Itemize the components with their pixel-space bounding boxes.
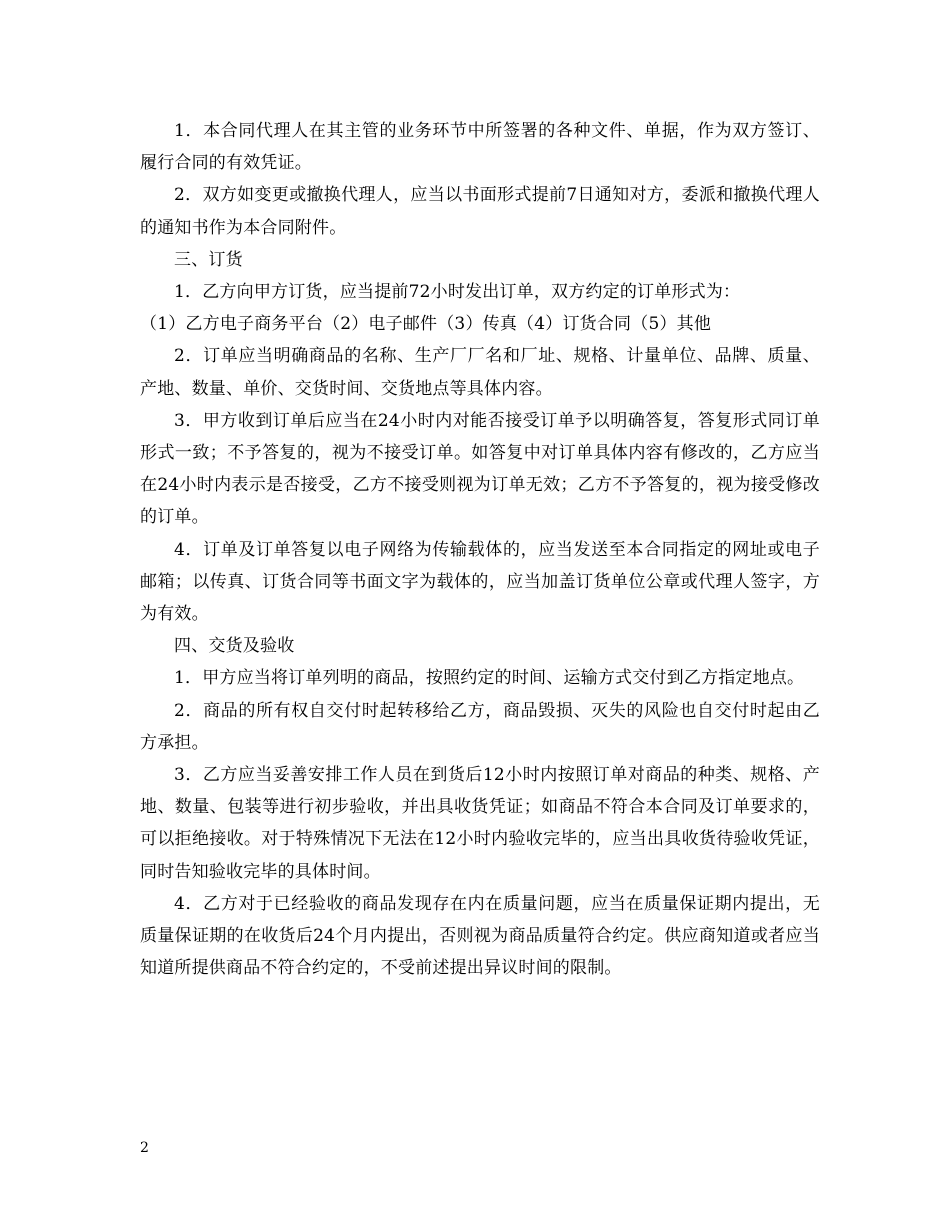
clause-paragraph: 2．商品的所有权自交付时起转移给乙方，商品毁损、灭失的风险也自交付时起由乙方承担。 xyxy=(140,700,820,753)
clause-paragraph: 1．本合同代理人在其主管的业务环节中所签署的各种文件、单据，作为双方签订、履行合同的有效凭证。 xyxy=(140,121,820,174)
section-heading-delivery: 四、交货及验收 xyxy=(174,636,295,657)
clause-paragraph: 3．甲方收到订单后应当在24小时内对能否接受订单予以明确答复，答复形式同订单形式一致；不予答复的，视为不接受订单。如答复中对订单具体内容有修改的，乙方应当在24小时内表示是否接受，乙方不接受则视为订单无效；乙方不予答复的，视为接受修改的订单。 xyxy=(140,410,820,528)
document-body xyxy=(140,115,820,984)
order-form-options: （1）乙方电子商务平台（2）电子邮件（3）传真（4）订货合同（5）其他 xyxy=(140,314,712,335)
clause-paragraph: 3．乙方应当妥善安排工作人员在到货后12小时内按照订单对商品的种类、规格、产地、数量、包装等进行初步验收，并出具收货凭证；如商品不符合本合同及订单要求的，可以拒绝接收。对于特殊情况下无法在12小时内验收完毕的，应当出具收货待验收凭证，同时告知验收完毕的具体时间。 xyxy=(140,765,820,882)
page-number: 2 xyxy=(140,1140,149,1156)
clause-paragraph: 2．订单应当明确商品的名称、生产厂厂名和厂址、规格、计量单位、品牌、质量、产地、数量、单价、交货时间、交货地点等具体内容。 xyxy=(140,346,820,399)
clause-paragraph: 2．双方如变更或撤换代理人，应当以书面形式提前7日通知对方，委派和撤换代理人的通知书作为本合同附件。 xyxy=(140,185,820,238)
clause-paragraph: 1．乙方向甲方订货，应当提前72小时发出订单，双方约定的订单形式为： xyxy=(174,282,741,303)
clause-paragraph: 1．甲方应当将订单列明的商品，按照约定的时间、运输方式交付到乙方指定地点。 xyxy=(174,668,805,689)
clause-paragraph: 4．订单及订单答复以电子网络为传输载体的，应当发送至本合同指定的网址或电子邮箱；以传真、订货合同等书面文字为载体的，应当加盖订货单位公章或代理人签字，方为有效。 xyxy=(140,539,820,625)
section-heading-ordering: 三、订货 xyxy=(174,249,243,270)
clause-paragraph: 4．乙方对于已经验收的商品发现存在内在质量问题，应当在质量保证期内提出，无质量保证期的在收货后24个月内提出，否则视为商品质量符合约定。供应商知道或者应当知道所提供商品不符合约定的，不受前述提出异议时间的限制。 xyxy=(140,893,820,979)
